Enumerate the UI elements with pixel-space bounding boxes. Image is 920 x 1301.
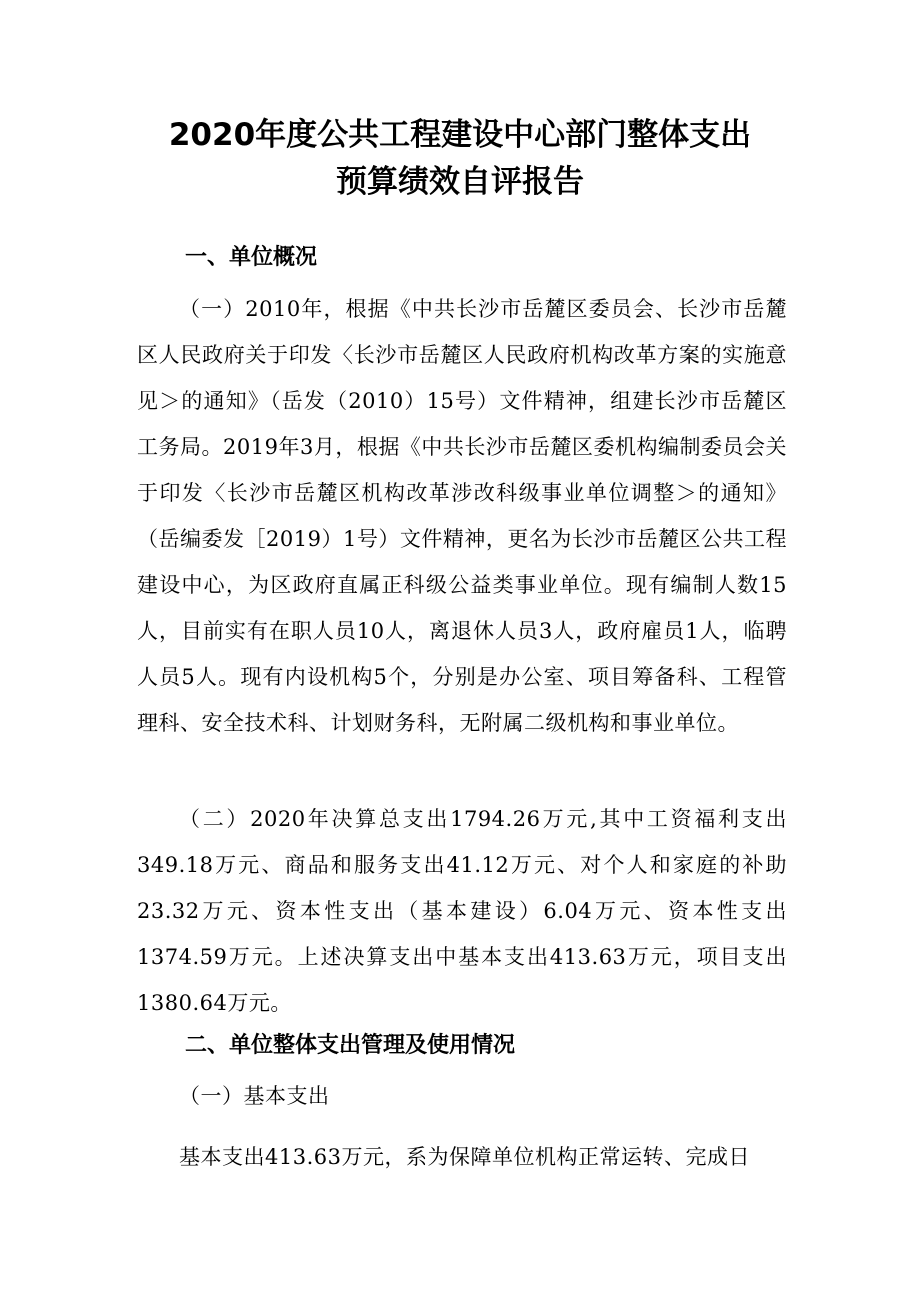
document-title-line-2: 预算绩效自评报告 — [336, 164, 584, 200]
section-heading-expenditure-management: 二、单位整体支出管理及使用情况 — [185, 1033, 516, 1058]
paragraph-expenditure-summary: （二）2020年决算总支出1794.26万元,其中工资福利支出349.18万元、商品和服务支出41.12万元、对个人和家庭的补助23.32万元、资本性支出（基本建设）6.04万元、资本性支出1374.59万元。上述决算支出中基本支出413.63万元，项目支出1380.64万元。 — [137, 807, 787, 1015]
paragraph-unit-history: （一）2010年，根据《中共长沙市岳麓区委员会、长沙市岳麓区人民政府关于印发〈长沙市岳麓区人民政府机构改革方案的实施意见＞的通知》（岳发（2010）15号）文件精神，组建长沙市岳麓区工务局。2019年3月，根据《中共长沙市岳麓区委机构编制委员会关于印发〈长沙市岳麓区机构改革涉改科级事业单位调整＞的通知》（岳编委发［2019）1号）文件精神，更名为长沙市岳麓区公共工程建设中心，为区政府直属正科级公益类事业单位。现有编制人数15人，目前实有在职人员10人，离退休人员3人，政府雇员1人，临聘人员5人。现有内设机构5个，分别是办公室、项目筹备科、工程管理科、安全技术科、计划财务科，无附属二级机构和事业单位。 — [137, 297, 787, 735]
subheading-basic-expenditure: （一）基本支出 — [179, 1084, 330, 1108]
section-heading-unit-overview: 一、单位概况 — [185, 245, 318, 270]
document-title-line-1: 2020年度公共工程建设中心部门整体支出 — [168, 117, 752, 153]
paragraph-basic-expenditure: 基本支出413.63万元，系为保障单位机构正常运转、完成日 — [179, 1145, 750, 1169]
